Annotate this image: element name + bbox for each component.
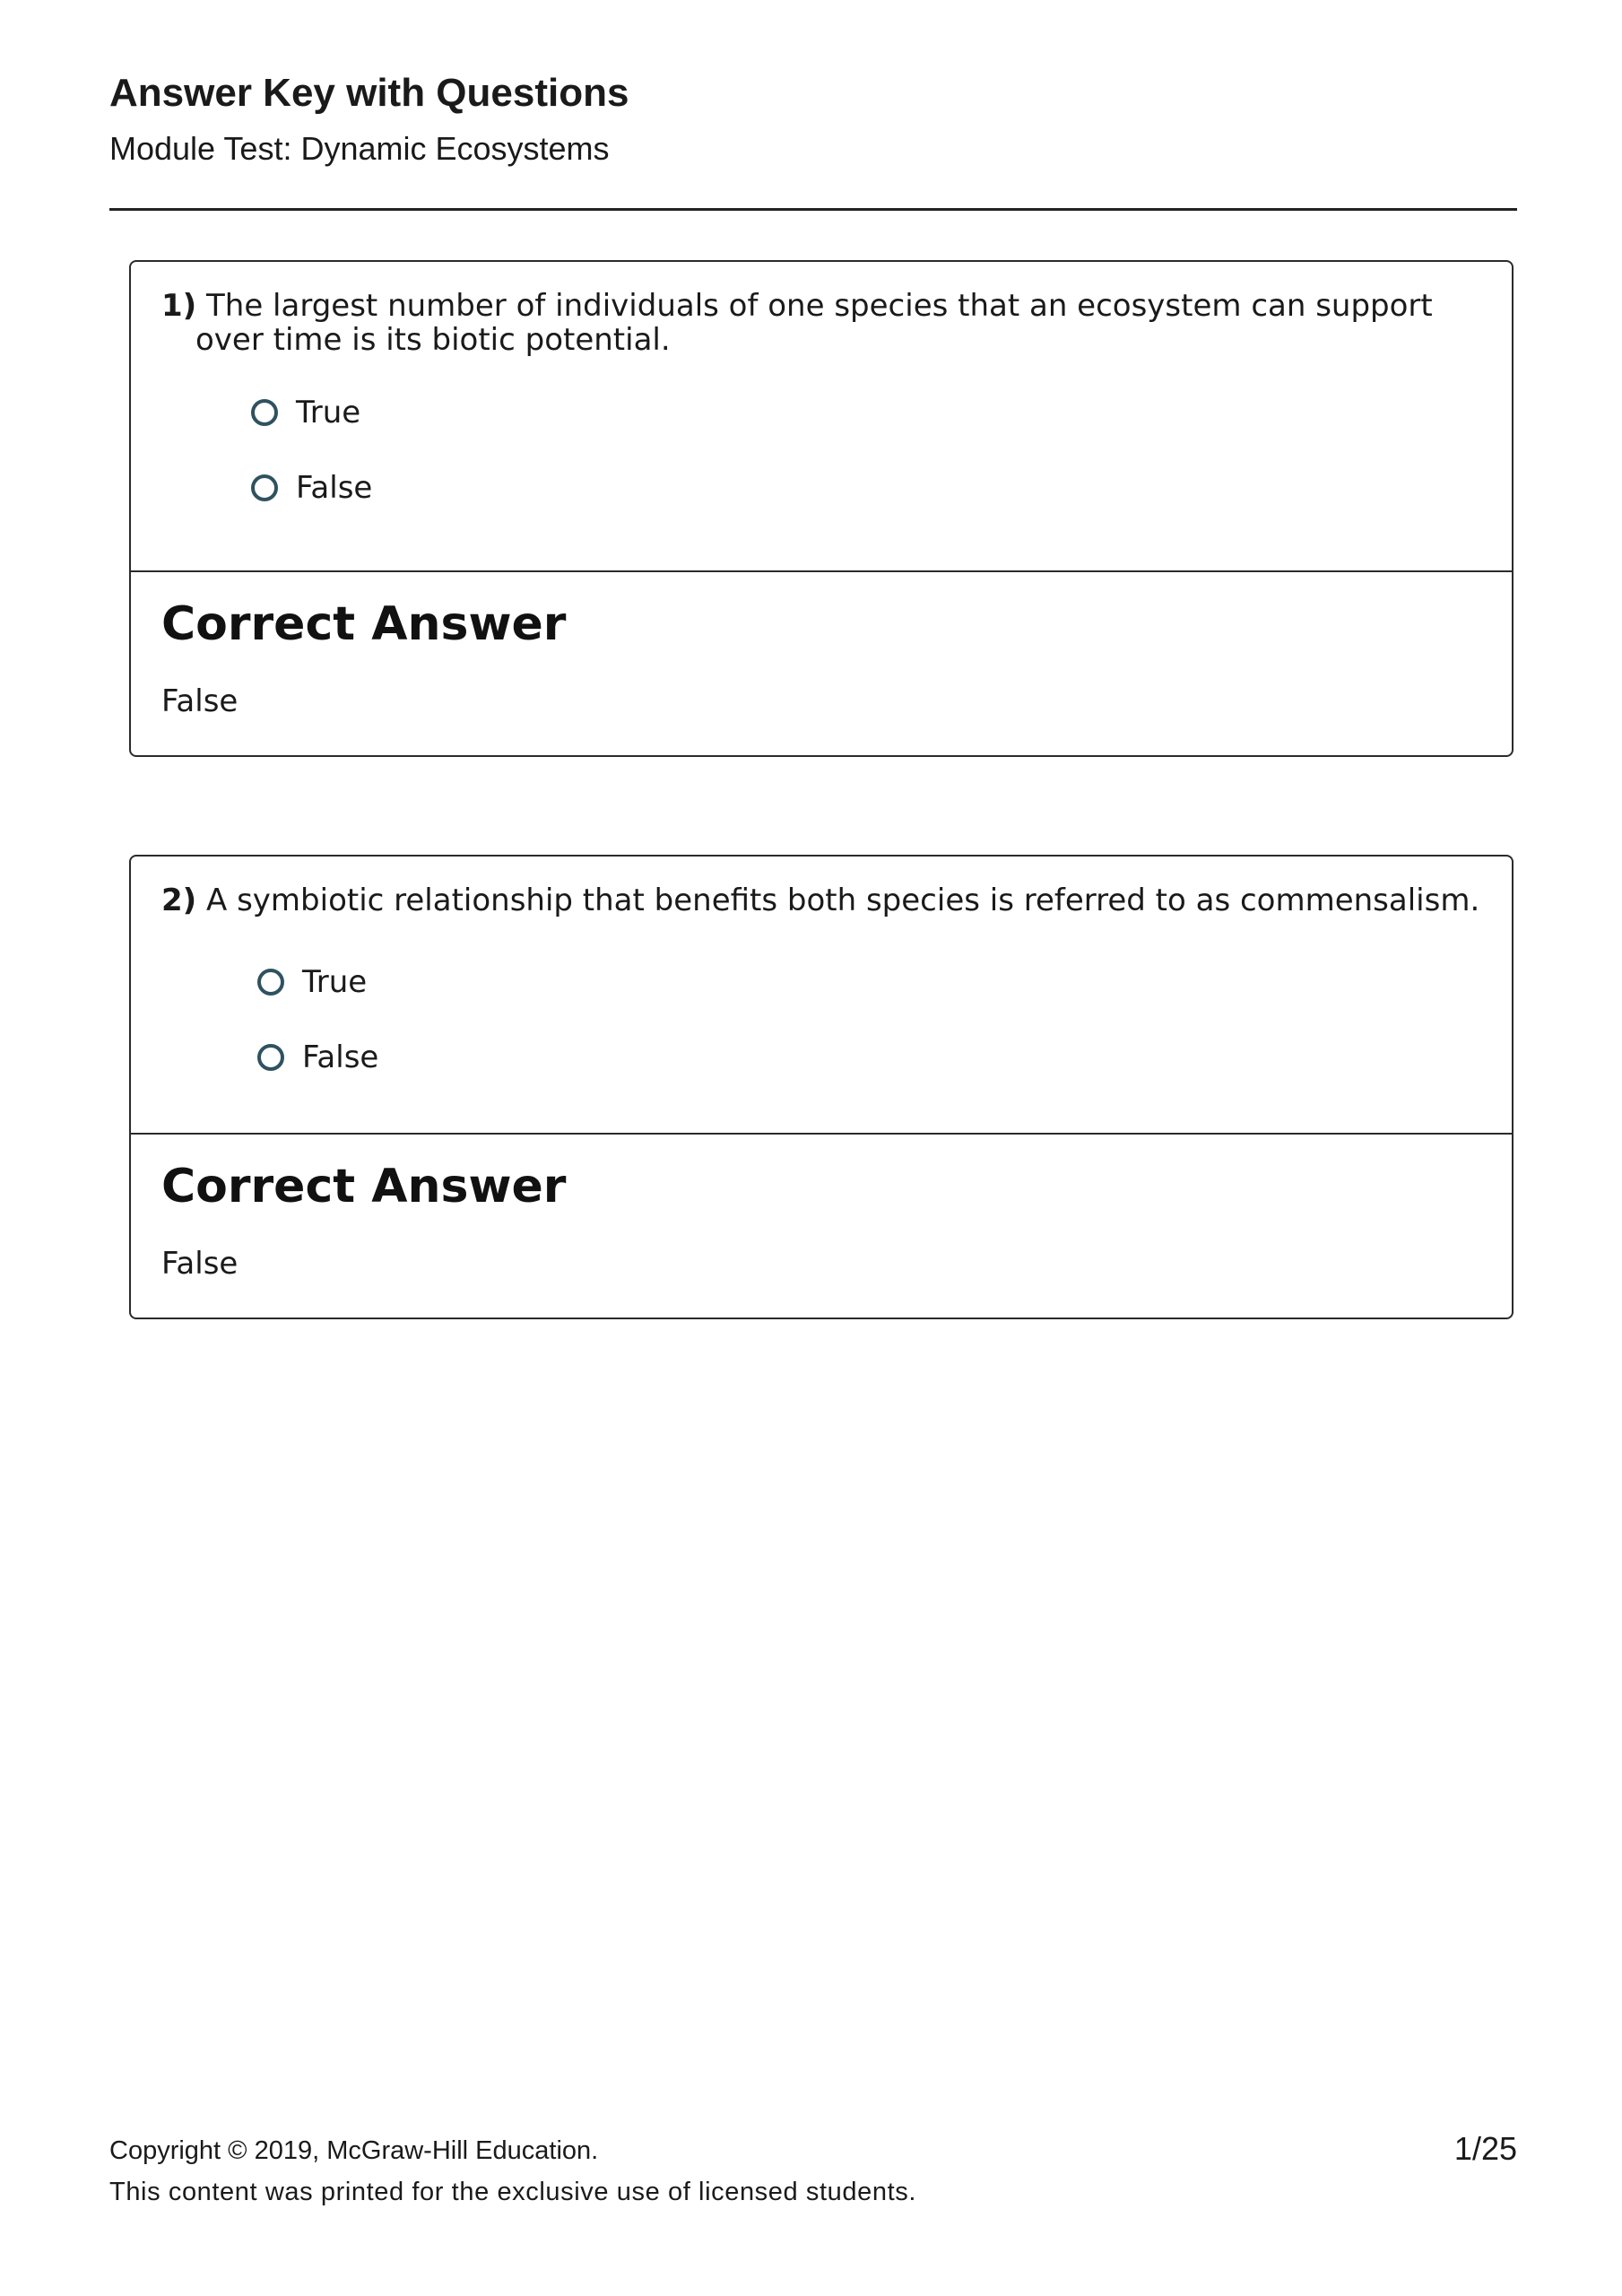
document-header	[109, 68, 1517, 170]
question-card-2	[129, 855, 1514, 1319]
question-prompt-1: The largest number of individuals of one species that an ecosystem can support over time is its biotic potential.	[195, 288, 1433, 358]
correct-answer-value-2: False	[161, 1246, 239, 1282]
question-section-2	[131, 857, 1512, 1135]
radio-button-icon[interactable]	[251, 474, 278, 501]
correct-answer-heading-2: Correct Answer	[161, 1160, 567, 1213]
document-title: Answer Key with Questions	[109, 71, 629, 115]
question-2-option-true[interactable]	[257, 964, 367, 1000]
footer-copyright: Copyright © 2019, McGraw-Hill Education.	[109, 2136, 599, 2165]
option-label: False	[296, 470, 373, 506]
radio-button-icon[interactable]	[251, 399, 278, 426]
radio-button-icon[interactable]	[257, 1044, 284, 1071]
option-label: True	[302, 964, 368, 1000]
question-1-option-true[interactable]	[251, 395, 360, 430]
correct-answer-value-1: False	[161, 683, 239, 719]
question-number-1: 1)	[161, 288, 197, 324]
radio-button-icon[interactable]	[257, 969, 284, 996]
question-prompt-2: A symbiotic relationship that benefits both species is referred to as commensalism.	[206, 883, 1480, 918]
question-text-1	[161, 289, 1496, 357]
question-1-option-false[interactable]	[251, 470, 372, 506]
page-number: 1/25	[1453, 2130, 1517, 2167]
question-card-1	[129, 260, 1514, 757]
question-text-2	[161, 883, 1496, 918]
question-number-2: 2)	[161, 883, 197, 918]
option-label: True	[296, 395, 361, 430]
footer-license-note: This content was printed for the exclusive use of licensed students.	[109, 2178, 916, 2206]
option-label: False	[302, 1039, 379, 1075]
correct-answer-heading-1: Correct Answer	[161, 597, 567, 651]
document-subtitle: Module Test: Dynamic Ecosystems	[109, 130, 610, 167]
question-2-option-false[interactable]	[257, 1039, 378, 1075]
header-divider	[109, 208, 1517, 211]
question-section-1	[131, 262, 1512, 572]
